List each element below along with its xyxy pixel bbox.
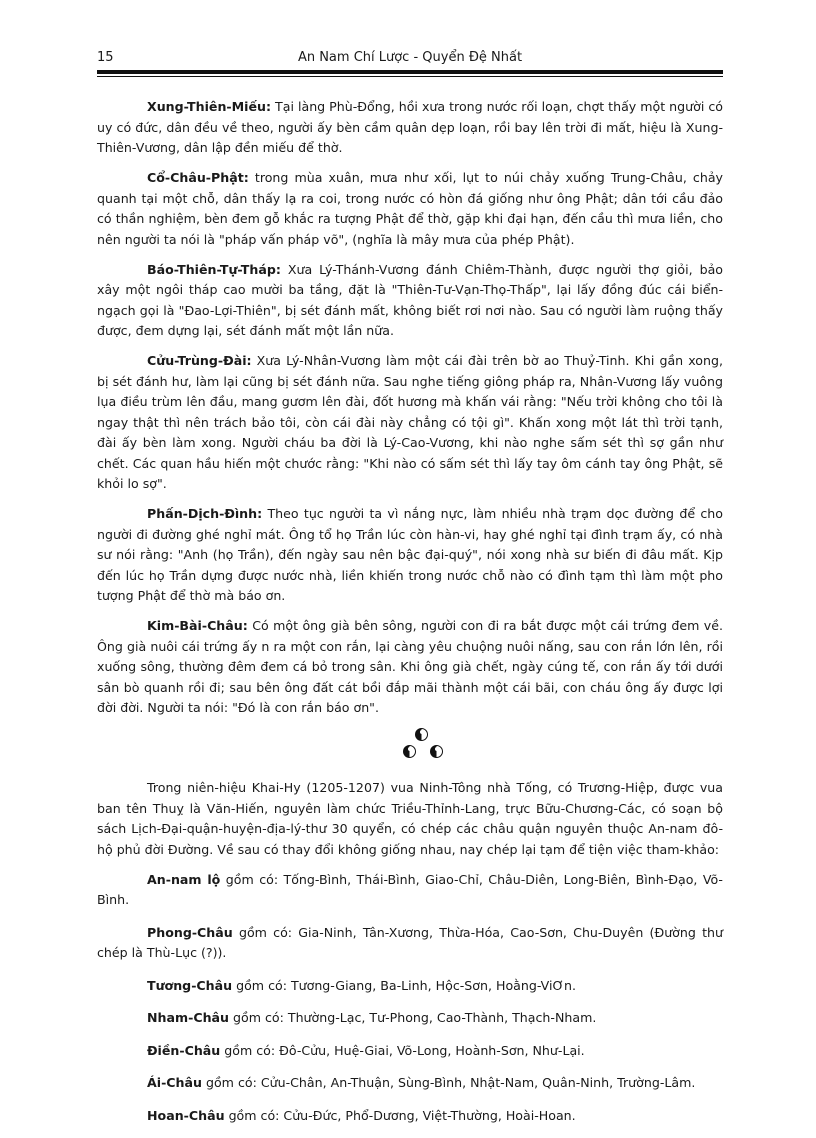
region-entry: [97, 870, 723, 911]
region-name: An-nam lộ: [147, 871, 221, 887]
entry-term: Cửu-Trùng-Đài:: [147, 353, 252, 368]
region-text: gồm có: Gia-Ninh, Tân-Xương, Thừa-Hóa, Cao-Sơn, Chu-Duyên (Đường thư chép là Thù-Lục (?)).: [97, 924, 723, 960]
entry-text: Tại làng Phù-Đổng, hồi xưa trong nước rối loạn, chợt thấy một người có uy có đức, dân đều về theo, người ấy bèn cầm quân dẹp loạn, rồi bay lên trời đi mất, hiệu là Xung-Thiên-Vương, dân lập đền miếu để thờ.: [97, 99, 723, 155]
region-entry: [97, 923, 723, 964]
region-entry: [97, 1073, 723, 1094]
running-title: An Nam Chí Lược - Quyển Đệ Nhất: [297, 50, 523, 65]
header-rule-thick: [97, 70, 723, 74]
region-entry: [97, 1008, 723, 1029]
entry-paragraph: [97, 351, 723, 495]
entry-term: Cổ-Châu-Phật:: [147, 170, 249, 185]
region-name: Hoan-Châu: [147, 1107, 225, 1123]
region-text: gồm có: Đô-Cửu, Huệ-Giai, Võ-Long, Hoành-Sơn, Như-Lại.: [220, 1042, 585, 1058]
region-text: gồm có: Thường-Lạc, Tư-Phong, Cao-Thành, Thạch-Nham.: [229, 1010, 597, 1025]
entry-term: Kim-Bài-Châu:: [147, 618, 248, 633]
entry-text: Theo tục người ta vì nắng nực, làm nhiều nhà trạm dọc đường để cho người đi đường ghé nghỉ mát. Ông tổ họ Trần lúc còn hàn-vi, hay ghé nghỉ tại đình trạm ấy, có nhà sư nói rằng: "Anh (họ Trần), đến ngày sau nên bậc đại-quý", nói xong nhà sư biến đi đâu mất. Kịp đến lúc họ Trần dựng được nước nhà, liền khiến trong nước chỗ nào có đình tạm thì làm một pho tượng Phật để thờ mà báo ơn.: [97, 506, 723, 603]
page-number: 15: [97, 50, 114, 65]
document-body: [97, 97, 723, 1138]
entry-paragraph: [97, 260, 723, 342]
region-name: Nham-Châu: [147, 1010, 230, 1025]
entry-text: Có một ông già bên sông, người con đi ra bắt được một cái trứng đem về. Ông già nuôi cái trứng ấy n ra một con rắn, lại càng yêu chuộng nuôi nấng, sau con rắn lớn lên, rồi xuống sông, thường đêm đem cá bỏ trong sân. Khi ông già chết, ngày cúng tế, con rắn ấy tới dưới sân bò quanh rồi đi; sau bên ông đất cát bồi đắp mãi thành một cái bãi, con cháu ông ấy được lợi đời đời. Người ta nói: "Đó là con rắn báo ơn".: [97, 618, 723, 715]
section-divider-ornament: [97, 728, 723, 766]
entry-text: trong mùa xuân, mưa như xối, lụt to núi chảy xuống Trung-Châu, chảy quanh tại một chỗ, dân thấy lạ ra coi, trong nước có hòn đá giống như ông Phật; dân tới cầu đảo có thần nghiệm, bèn đem gỗ khắc ra tượng Phật để thờ, gặp khi đại hạn, đến cầu thì mưa liền, cho nên người ta nói là "pháp vấn pháp võ", (nghĩa là mây mưa của phép Phật).: [97, 170, 723, 247]
yin-yang-icon: [403, 745, 416, 758]
region-text: gồm có: Cửu-Chân, An-Thuận, Sùng-Bình, Nhật-Nam, Quân-Ninh, Trường-Lâm.: [201, 1075, 696, 1090]
region-entry: [97, 976, 723, 997]
entry-term: Phấn-Dịch-Đình:: [147, 506, 263, 521]
region-name: Phong-Châu: [147, 924, 233, 940]
region-name: Ái-Châu: [147, 1075, 202, 1090]
region-name: Tương-Châu: [147, 977, 233, 993]
entry-paragraph: [97, 97, 723, 159]
entry-term: Báo-Thiên-Tự-Tháp:: [147, 261, 281, 277]
entry-paragraph: [97, 168, 723, 250]
page-header: [97, 50, 723, 72]
region-text: gồm có: Tống-Bình, Thái-Bình, Giao-Chỉ, Châu-Diên, Long-Biên, Bình-Đạo, Võ-Bình.: [97, 871, 723, 907]
entry-paragraph: [97, 504, 723, 607]
region-text: gồm có: Tương-Giang, Ba-Linh, Hộc-Sơn, Hoằng-ViƠn.: [232, 977, 576, 993]
entry-paragraph: [97, 616, 723, 719]
intro-paragraph: Trong niên-hiệu Khai-Hy (1205-1207) vua Ninh-Tông nhà Tống, có Trương-Hiệp, được vua ban tên Thuỵ là Văn-Hiến, nguyên làm chức Triều-Thỉnh-Lang, trực Bữu-Chương-Các, có soạn bộ sách Lịch-Đại-quận-huyện-địa-lý-thư 30 quyển, có chép các châu quận nguyên thuộc An-nam đô-hộ phủ đời Đường. Về sau có thay đổi không giống nhau, nay chép lại tạm để tiện việc tham-khảo:: [97, 780, 723, 857]
yin-yang-icon: [430, 745, 443, 758]
entry-text: Xưa Lý-Nhân-Vương làm một cái đài trên bờ ao Thuỷ-Tinh. Khi gần xong, bị sét đánh hư, làm lại cũng bị sét đánh nữa. Sau nghe tiếng giông pháp ra, Nhân-Vương lấy vuông lụa điều trùm lên đầu, mang gươm lên đài, đốt hương mà khấn vái rằng: "Nếu trời không cho tôi là ngay thật thì nên trách bảo tôi, còn cái đài này chẳng có tội gì". Khấn xong một lát thì trời tạnh, đài ấy bèn làm xong. Người cháu ba đời là Lý-Cao-Vương, khi nào nghe sấm sét thì sợ gần như chết. Các quan hầu hiến một chước rằng: "Khi nào có sấm sét thì lấy tay ôm cánh tay ông Phật, sẽ khỏi lo sợ".: [97, 353, 723, 491]
region-text: gồm có: Cửu-Đức, Phổ-Dương, Việt-Thường, Hoài-Hoan.: [224, 1107, 576, 1123]
entry-term: Xung-Thiên-Miếu:: [147, 99, 272, 114]
yin-yang-icon: [415, 728, 428, 741]
region-entry: [97, 1041, 723, 1062]
entry-text: Xưa Lý-Thánh-Vương đánh Chiêm-Thành, được người thợ giỏi, bảo xây một ngôi tháp cao mười ba tầng, đặt là "Thiên-Tư-Vạn-Thọ-Thấp", lại lấy đồng đúc cái biển-ngạch gọi là "Đao-Lợi-Thiên", bị sét đánh mất, không biết rơi nơi nào. Sau có người làm ruộng thấy được, đem dựng lại, sét đánh mất một lần nữa.: [97, 261, 723, 338]
region-name: Điền-Châu: [147, 1042, 221, 1058]
header-rule-thin: [97, 76, 723, 77]
